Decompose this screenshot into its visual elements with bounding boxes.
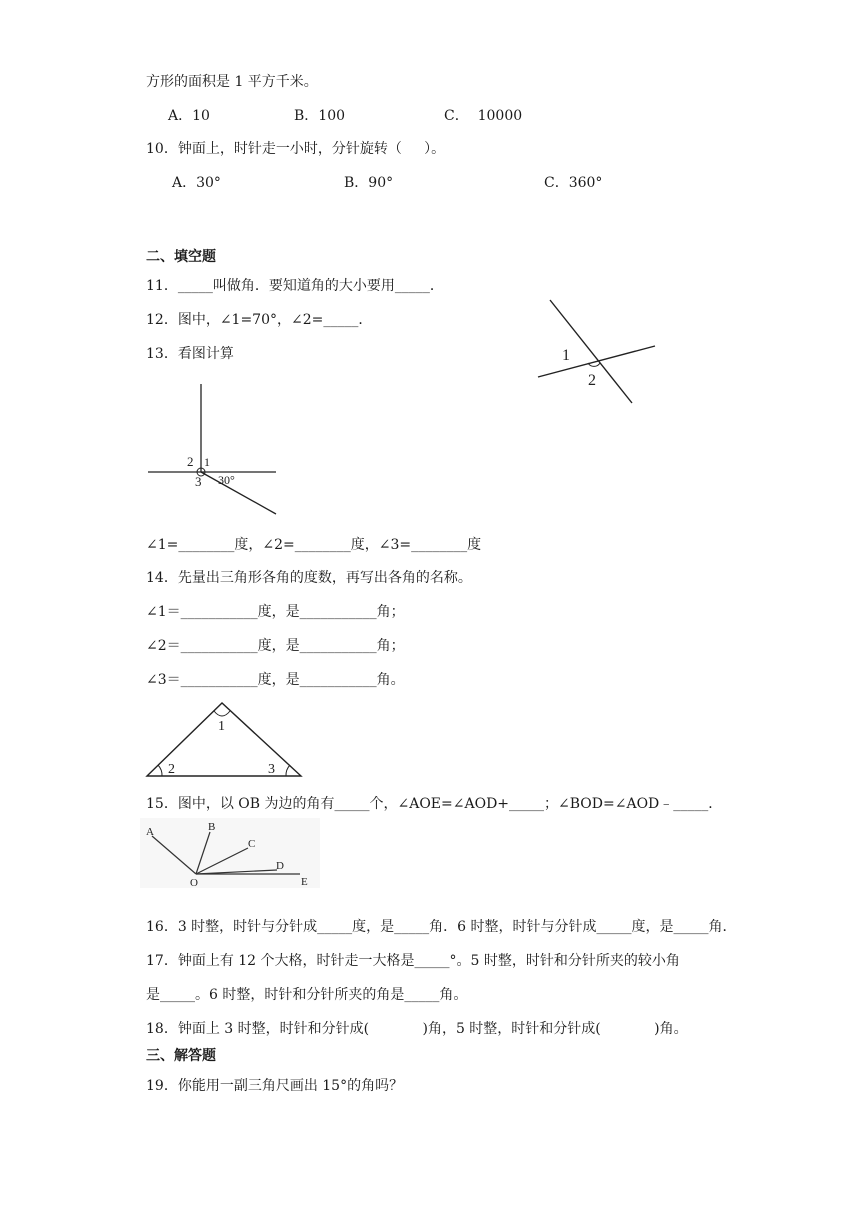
q10-option-a: A．30° (172, 175, 221, 191)
q17-line-1: 17．钟面上有 12 个大格，时针走一大格是_____°。5 时整，时针和分针所夹的较小角 (146, 953, 680, 969)
q15-label-b: B (208, 821, 216, 833)
q14-angle-arc-1 (214, 711, 230, 716)
q14-label-3: 3 (268, 762, 275, 777)
q12-text: 12．图中，∠1=70°，∠2=_____． (146, 312, 373, 328)
q13-answer-line: ∠1=________度，∠2=________度，∠3=________度 (146, 537, 482, 553)
section-heading-fill-blank: 二、填空题 (146, 249, 216, 265)
q13-angle-figure (140, 378, 290, 523)
q13-label-30deg: 30° (218, 473, 235, 487)
q15-label-c: C (248, 838, 256, 850)
q19-text: 19．你能用一副三角尺画出 15°的角吗？ (146, 1078, 404, 1094)
q15-label-e: E (301, 876, 308, 888)
q13-text: 13．看图计算 (146, 346, 234, 362)
q10-text: 10．钟面上，时针走一小时，分针旋转（ ）。 (146, 141, 446, 157)
q15-label-a: A (146, 826, 154, 838)
q14-label-2: 2 (168, 762, 175, 777)
q13-label-3: 3 (195, 474, 202, 489)
q14-text: 14．先量出三角形各角的度数，再写出各角的名称。 (146, 570, 472, 586)
q10-option-c: C．360° (544, 175, 603, 191)
q12-angle-label-1: 1 (562, 347, 570, 364)
q14-triangle-figure (140, 695, 310, 785)
q18-text: 18．钟面上 3 时整，时针和分针成( )角，5 时整，时针和分针成( )角。 (146, 1021, 688, 1037)
q9-option-b: B．100 (294, 108, 346, 124)
q12-angle-label-2: 2 (588, 372, 596, 389)
q15-figure-background (140, 818, 320, 888)
q14-label-1: 1 (218, 719, 225, 734)
q17-line-2: 是_____。6 时整，时针和分针所夹的角是_____角。 (146, 987, 468, 1003)
q15-label-d: D (276, 860, 284, 872)
q14-row-1: ∠1＝___________度，是___________角； (146, 604, 405, 620)
q11-text: 11．_____叫做角．要知道角的大小要用_____． (146, 278, 444, 294)
q14-row-2: ∠2＝___________度，是___________角； (146, 638, 405, 654)
section-heading-answer-questions: 三、解答题 (146, 1048, 216, 1064)
q13-label-2: 2 (187, 454, 194, 469)
q10-option-b: B．90° (344, 175, 394, 191)
q13-label-1: 1 (204, 455, 210, 469)
q15-label-o: O (190, 877, 198, 889)
q9-option-a: A．10 (168, 108, 210, 124)
q13-oblique-line (201, 472, 276, 514)
q12-intersecting-lines-figure (520, 290, 670, 410)
q15-rays-figure (140, 818, 320, 888)
q14-angle-arc-2 (158, 765, 162, 776)
q9-option-c: C． 10000 (444, 108, 523, 124)
q9-tail-text: 方形的面积是 1 平方千米。 (146, 74, 318, 90)
q12-line-shallow (538, 346, 655, 377)
q14-row-3: ∠3＝___________度，是___________角。 (146, 672, 405, 688)
q16-text: 16．3 时整，时针与分针成_____度，是_____角．6 时整，时针与分针成_____度，是_____角． (146, 919, 737, 935)
q14-angle-arc-3 (286, 765, 290, 776)
q15-text: 15．图中，以 OB 为边的角有_____个，∠AOE=∠AOD+_____；∠BOD=∠AOD﹣_____． (146, 796, 723, 812)
